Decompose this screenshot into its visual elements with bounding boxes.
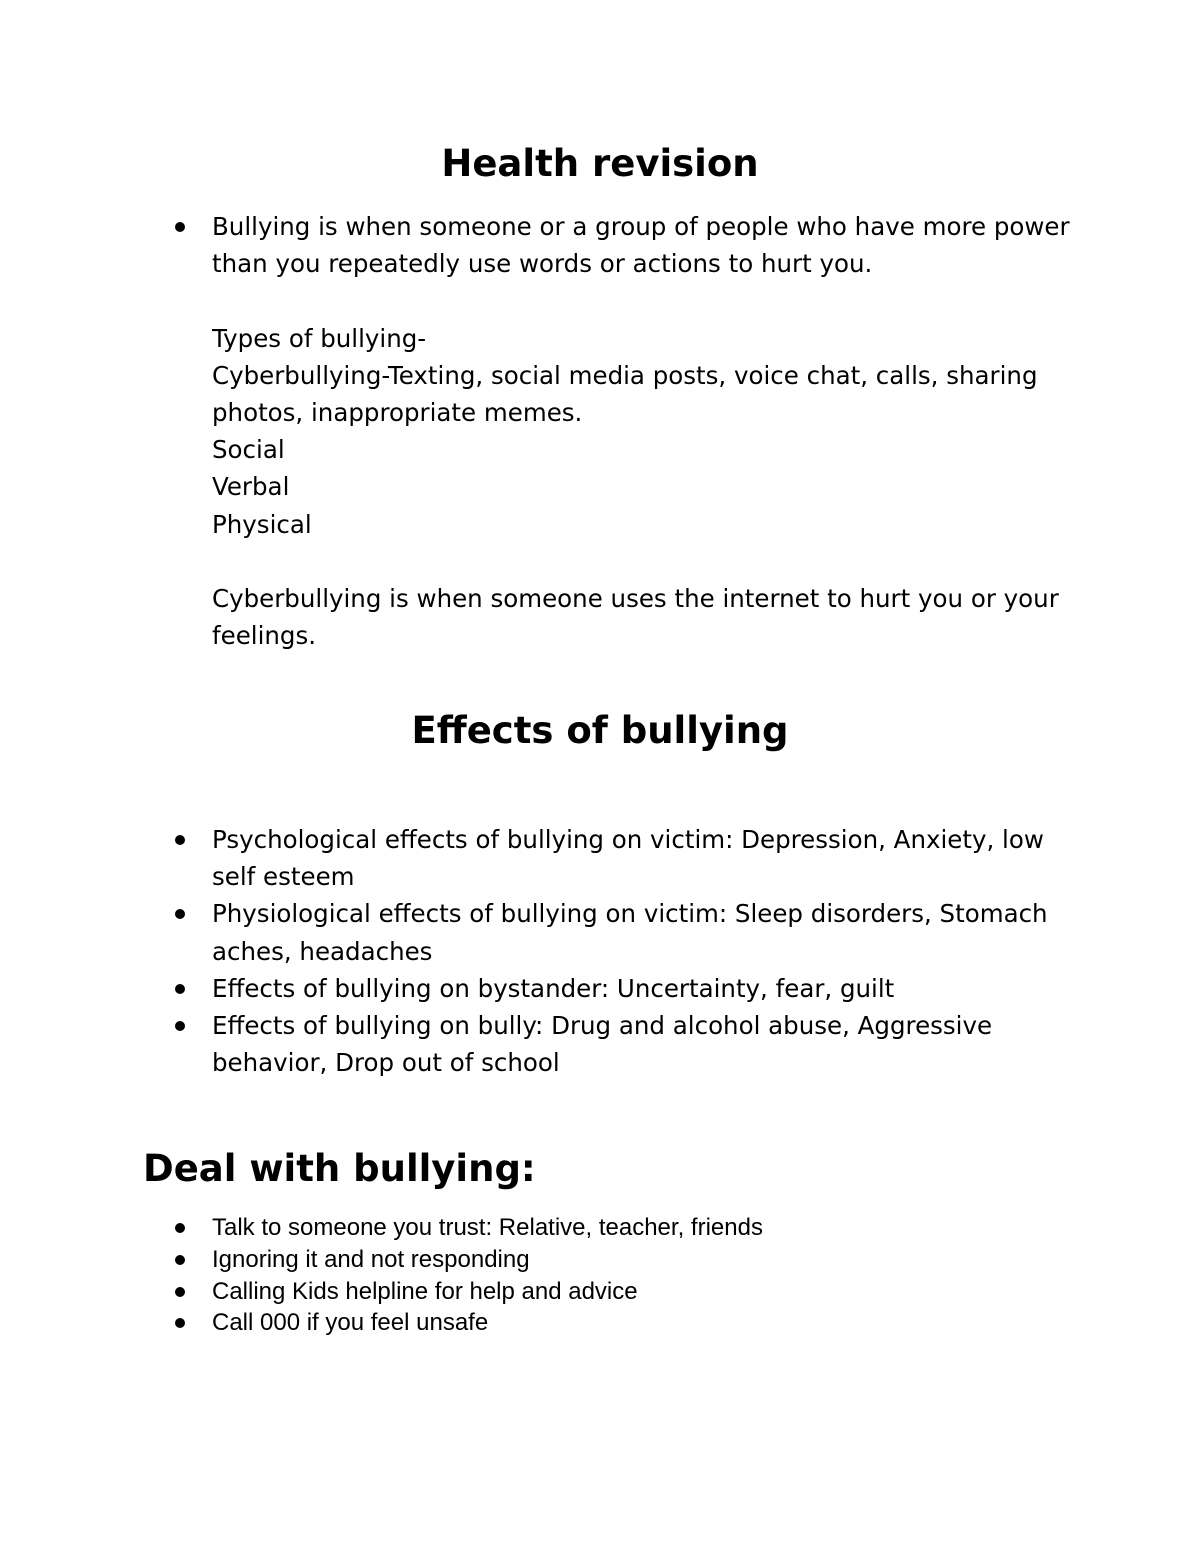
effects-item: Effects of bullying on bully: Drug and alcohol abuse, Aggressive behavior, Drop out of school <box>212 1011 993 1078</box>
type-physical: Physical <box>212 509 312 539</box>
bullet-icon <box>175 1287 185 1297</box>
bullet-icon <box>175 909 185 919</box>
cyberbullying-examples: Cyberbullying-Texting, social media posts, voice chat, calls, sharing photos, inappropriate memes. <box>212 360 1038 427</box>
list-item <box>0 208 1072 654</box>
effects-item: Psychological effects of bullying on victim: Depression, Anxiety, low self esteem <box>212 825 1044 892</box>
bullet-icon <box>175 222 185 232</box>
list-item <box>0 1007 1072 1081</box>
list-item <box>0 1212 1072 1244</box>
bullying-definition: Bullying is when someone or a group of people who have more power than you repeatedly use words or actions to hurt you. <box>212 212 1070 279</box>
list-item <box>0 895 1072 969</box>
deal-heading: Deal with bullying: <box>143 1147 536 1190</box>
deal-item: Calling Kids helpline for help and advice <box>212 1277 638 1305</box>
bullet-icon <box>175 984 185 994</box>
deal-list <box>0 1212 1072 1339</box>
effects-heading: Effects of bullying <box>411 709 789 752</box>
bullet-icon <box>175 1255 185 1265</box>
list-item <box>0 1307 1072 1339</box>
bullet-icon <box>175 1223 185 1233</box>
intro-list <box>0 208 1072 654</box>
bullet-icon <box>175 1318 185 1328</box>
page-title: Health revision <box>441 142 759 185</box>
effects-item: Physiological effects of bullying on victim: Sleep disorders, Stomach aches, headaches <box>212 899 1048 966</box>
cyberbullying-definition: Cyberbullying is when someone uses the internet to hurt you or your feelings. <box>212 584 1059 651</box>
effects-list <box>0 821 1072 1081</box>
bullet-icon <box>175 1021 185 1031</box>
types-heading: Types of bullying- <box>212 323 427 353</box>
deal-item: Ignoring it and not responding <box>212 1245 530 1273</box>
deal-item: Call 000 if you feel unsafe <box>212 1309 489 1337</box>
list-item <box>0 1276 1072 1308</box>
type-verbal: Verbal <box>212 472 290 502</box>
type-social: Social <box>212 435 285 465</box>
effects-item: Effects of bullying on bystander: Uncertainty, fear, guilt <box>212 973 895 1003</box>
list-item <box>0 970 1072 1007</box>
bullet-icon <box>175 835 185 845</box>
deal-item: Talk to someone you trust: Relative, teacher, friends <box>212 1214 763 1241</box>
list-item <box>0 1244 1072 1276</box>
list-item <box>0 821 1072 895</box>
